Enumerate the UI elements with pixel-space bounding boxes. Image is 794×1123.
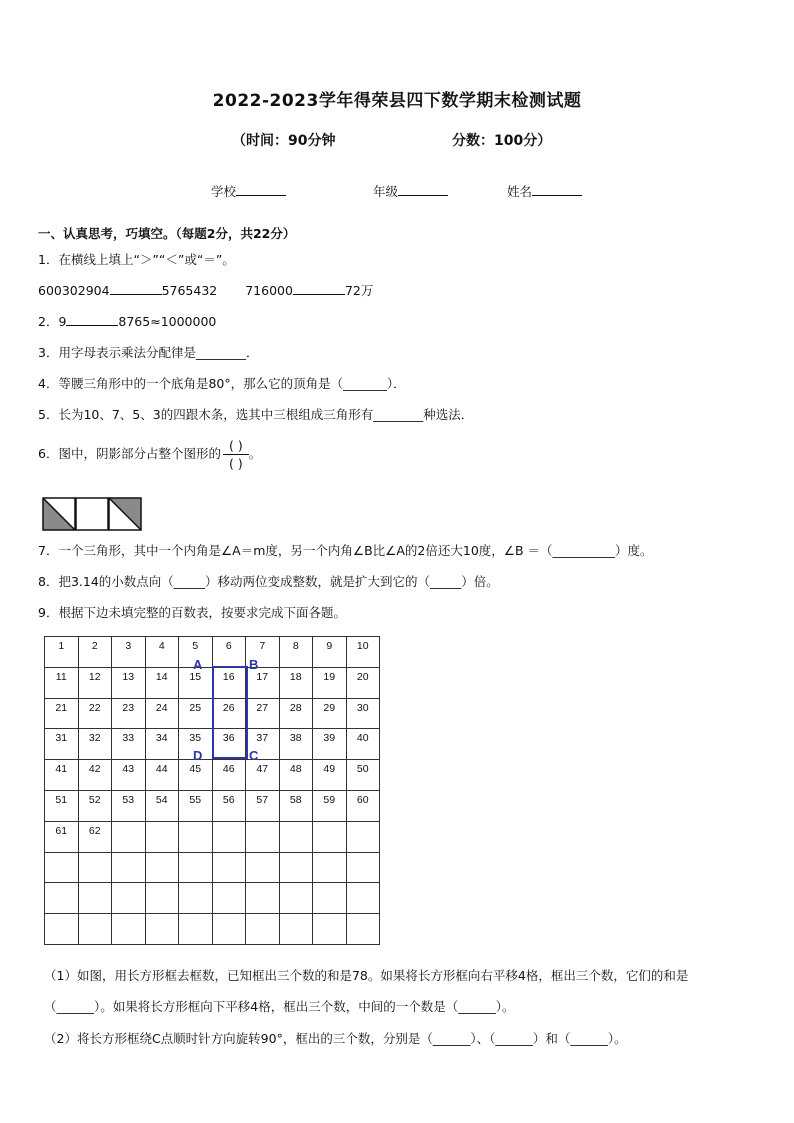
cell-value: 50 [356, 763, 369, 776]
fraction-denominator: ( ) [228, 456, 243, 471]
empty-cell[interactable] [145, 914, 179, 945]
q9-part1-line2: （______）。如果将长方形框向下平移4格，框出三个数，中间的一个数是（______）。 [44, 999, 515, 1014]
cell-value: 61 [55, 824, 68, 837]
question-9: 9．根据下边未填完整的百数表，按要求完成下面各题。 [38, 605, 346, 620]
table-cell [45, 698, 79, 729]
empty-cell[interactable] [279, 821, 313, 852]
cell-value: 35 [189, 732, 202, 745]
rectangle-frame [212, 666, 248, 759]
corner-label-d: D [193, 748, 203, 763]
hundred-table-figure [44, 636, 380, 945]
table-cell [45, 667, 79, 698]
table-cell [313, 760, 347, 791]
question-3: 3．用字母表示乘法分配律是________． [38, 345, 259, 360]
empty-cell[interactable] [212, 821, 246, 852]
cell-value: 49 [323, 763, 336, 776]
table-cell [145, 790, 179, 821]
cell-value: 52 [88, 793, 101, 806]
empty-cell[interactable] [313, 883, 347, 914]
corner-label-c: C [249, 748, 259, 763]
q1b-blank[interactable] [293, 282, 345, 295]
cell-value: 2 [91, 640, 98, 652]
empty-cell[interactable] [145, 883, 179, 914]
q2-left: 2．9 [38, 314, 67, 329]
table-cell [212, 790, 246, 821]
table-cell [45, 760, 79, 791]
table-cell [313, 790, 347, 821]
empty-cell[interactable] [246, 883, 280, 914]
fraction-answer[interactable] [223, 438, 249, 471]
empty-cell[interactable] [112, 914, 146, 945]
table-cell [212, 637, 246, 668]
cell-value: 14 [155, 670, 168, 683]
question-6 [38, 438, 261, 471]
cell-value: 7 [259, 640, 266, 652]
q9-part1-line1: （1）如图，用长方形框去框数，已知框出三个数的和是78。如果将长方形框向右平移4格，框出三个数，它们的和是 [44, 968, 689, 983]
table-cell [246, 760, 280, 791]
cell-value: 26 [222, 701, 235, 714]
table-cell [279, 667, 313, 698]
cell-value: 44 [155, 763, 168, 776]
cell-value: 17 [256, 670, 269, 683]
empty-cell[interactable] [313, 821, 347, 852]
table-cell [112, 667, 146, 698]
name-label: 姓名 [507, 184, 533, 199]
cell-value: 32 [88, 732, 101, 745]
empty-cell[interactable] [212, 852, 246, 883]
empty-cell[interactable] [279, 914, 313, 945]
table-cell [179, 760, 213, 791]
cell-value: 3 [125, 640, 132, 652]
cell-value: 47 [256, 763, 269, 776]
empty-cell[interactable] [45, 883, 79, 914]
cell-value: 25 [189, 701, 202, 714]
shaded-squares-figure [42, 497, 144, 535]
cell-value: 16 [222, 670, 235, 683]
q1a-right: 5765432 [161, 283, 218, 298]
q6-text: 6．图中，阴影部分占整个图形的 [38, 446, 221, 461]
table-cell [313, 729, 347, 760]
empty-cell[interactable] [246, 821, 280, 852]
table-cell [346, 729, 380, 760]
table-cell [112, 790, 146, 821]
table-cell [78, 698, 112, 729]
table-cell [145, 760, 179, 791]
table-cell [179, 698, 213, 729]
question-1-items [38, 281, 373, 299]
corner-label-b: B [249, 657, 259, 672]
table-cell [45, 729, 79, 760]
empty-cell[interactable] [145, 821, 179, 852]
q1a-left: 600302904 [38, 283, 110, 298]
empty-cell[interactable] [145, 852, 179, 883]
table-row [45, 914, 380, 945]
school-label: 学校 [211, 184, 237, 199]
cell-value: 19 [323, 670, 336, 683]
empty-cell[interactable] [179, 914, 213, 945]
cell-value: 51 [55, 793, 68, 806]
empty-cell[interactable] [279, 883, 313, 914]
cell-value: 24 [155, 701, 168, 714]
grade-field[interactable] [373, 182, 448, 200]
empty-cell[interactable] [45, 914, 79, 945]
school-blank[interactable] [236, 183, 286, 196]
cell-value: 22 [88, 701, 101, 714]
cell-value: 9 [326, 640, 333, 652]
cell-value: 28 [289, 701, 302, 714]
fraction-numerator: ( ) [223, 438, 249, 455]
grade-label: 年级 [373, 184, 399, 199]
name-field[interactable] [507, 182, 582, 200]
empty-cell[interactable] [112, 852, 146, 883]
cell-value: 13 [122, 670, 135, 683]
table-cell [179, 790, 213, 821]
table-cell [145, 729, 179, 760]
section-heading: 一、认真思考，巧填空。（每题2分，共22分） [38, 226, 296, 241]
table-cell [279, 729, 313, 760]
question-4: 4．等腰三角形中的一个底角是80°，那么它的顶角是（_______）． [38, 376, 406, 391]
table-cell [346, 790, 380, 821]
cell-value: 30 [356, 701, 369, 714]
table-cell [78, 637, 112, 668]
cell-value: 38 [289, 732, 302, 745]
table-cell [145, 637, 179, 668]
empty-cell[interactable] [279, 852, 313, 883]
cell-value: 11 [55, 670, 67, 683]
question-8: 8．把3.14的小数点向（_____）移动两位变成整数，就是扩大到它的（_____）倍。 [38, 574, 499, 589]
table-cell [246, 790, 280, 821]
q1a-blank[interactable] [110, 282, 162, 295]
cell-value: 58 [289, 793, 302, 806]
cell-value: 39 [323, 732, 336, 745]
table-cell [112, 729, 146, 760]
table-cell [346, 760, 380, 791]
table-cell [279, 637, 313, 668]
cell-value: 46 [222, 763, 235, 776]
table-cell [346, 698, 380, 729]
cell-value: 55 [189, 793, 202, 806]
cell-value: 42 [88, 763, 101, 776]
exam-time: （时间：90分钟 [232, 133, 336, 149]
empty-cell[interactable] [212, 914, 246, 945]
question-9-part-2: （2）将长方形框绕C点顺时针方向旋转90°，框出的三个数，分别是（______）、（______）和（______）。 [44, 1031, 627, 1046]
table-cell [279, 760, 313, 791]
cell-value: 37 [256, 732, 269, 745]
table-cell [112, 637, 146, 668]
table-cell [145, 667, 179, 698]
cell-value: 10 [356, 640, 369, 652]
table-cell [346, 667, 380, 698]
question-9-part-1 [44, 960, 760, 1022]
question-1: 1．在横线上填上“＞”“＜”或“＝”。 [38, 252, 235, 267]
shaded-squares-svg [42, 497, 144, 531]
table-row [45, 790, 380, 821]
cell-value: 31 [55, 732, 68, 745]
empty-cell[interactable] [246, 914, 280, 945]
cell-value: 60 [356, 793, 369, 806]
q2-blank[interactable] [66, 313, 118, 326]
table-row [45, 852, 380, 883]
cell-value: 29 [323, 701, 336, 714]
cell-value: 36 [222, 732, 235, 745]
table-cell [45, 821, 79, 852]
table-cell [313, 637, 347, 668]
empty-cell[interactable] [246, 852, 280, 883]
empty-cell[interactable] [179, 883, 213, 914]
cell-value: 8 [292, 640, 299, 652]
cell-value: 57 [256, 793, 269, 806]
empty-cell[interactable] [212, 883, 246, 914]
cell-value: 23 [122, 701, 135, 714]
cell-value: 40 [356, 732, 369, 745]
cell-value: 48 [289, 763, 302, 776]
cell-value: 6 [225, 640, 232, 652]
table-cell [78, 821, 112, 852]
table-cell [279, 790, 313, 821]
empty-cell[interactable] [313, 852, 347, 883]
cell-value: 34 [155, 732, 168, 745]
table-row [45, 883, 380, 914]
table-row [45, 760, 380, 791]
table-cell [78, 790, 112, 821]
table-cell [78, 667, 112, 698]
empty-cell[interactable] [78, 914, 112, 945]
cell-value: 21 [55, 701, 68, 714]
page-title: 2022-2023学年得荣县四下数学期末检测试题 [212, 91, 582, 111]
cell-value: 56 [222, 793, 235, 806]
empty-cell[interactable] [179, 821, 213, 852]
table-cell [313, 667, 347, 698]
cell-value: 43 [122, 763, 135, 776]
q1b-right: 72万 [344, 283, 374, 298]
empty-cell[interactable] [78, 883, 112, 914]
cell-value: 18 [289, 670, 302, 683]
table-cell [246, 698, 280, 729]
table-cell [112, 760, 146, 791]
table-cell [212, 760, 246, 791]
empty-cell[interactable] [346, 883, 380, 914]
cell-value: 54 [155, 793, 168, 806]
empty-cell[interactable] [112, 821, 146, 852]
empty-cell[interactable] [346, 914, 380, 945]
table-cell [145, 698, 179, 729]
cell-value: 20 [356, 670, 369, 683]
empty-cell[interactable] [179, 852, 213, 883]
question-2 [38, 312, 216, 330]
table-row [45, 637, 380, 668]
cell-value: 1 [58, 640, 65, 652]
cell-value: 15 [189, 670, 202, 683]
cell-value: 53 [122, 793, 135, 806]
cell-value: 59 [323, 793, 336, 806]
table-cell [279, 698, 313, 729]
table-cell [112, 698, 146, 729]
table-cell [346, 637, 380, 668]
q1b-left: 716000 [245, 283, 293, 298]
cell-value: 4 [158, 640, 165, 652]
cell-value: 41 [55, 763, 68, 776]
exam-score: 分数：100分） [452, 133, 552, 149]
question-5: 5．长为10、7、5、3的四跟木条，选其中三根组成三角形有________种选法． [38, 407, 474, 422]
question-7: 7．一个三角形，其中一个内角是∠A＝m度，另一个内角∠B比∠A的2倍还大10度，∠B ＝（__________）度。 [38, 543, 653, 558]
cell-value: 62 [88, 824, 101, 837]
empty-cell[interactable] [78, 852, 112, 883]
cell-value: 33 [122, 732, 135, 745]
cell-value: 45 [189, 763, 202, 776]
q6-end: 。 [248, 446, 262, 461]
q2-right: 8765≈1000000 [118, 314, 217, 329]
empty-cell[interactable] [346, 821, 380, 852]
empty-cell[interactable] [112, 883, 146, 914]
table-cell [313, 698, 347, 729]
table-cell [45, 637, 79, 668]
name-blank[interactable] [532, 183, 582, 196]
table-cell [45, 790, 79, 821]
empty-cell[interactable] [45, 852, 79, 883]
table-cell [78, 729, 112, 760]
grade-blank[interactable] [398, 183, 448, 196]
empty-cell[interactable] [346, 852, 380, 883]
square-2 [76, 498, 108, 530]
school-field[interactable] [211, 182, 286, 200]
table-row [45, 821, 380, 852]
empty-cell[interactable] [313, 914, 347, 945]
table-cell [78, 760, 112, 791]
corner-label-a: A [193, 657, 203, 672]
cell-value: 12 [88, 670, 101, 683]
cell-value: 5 [192, 640, 199, 652]
cell-value: 27 [256, 701, 269, 714]
